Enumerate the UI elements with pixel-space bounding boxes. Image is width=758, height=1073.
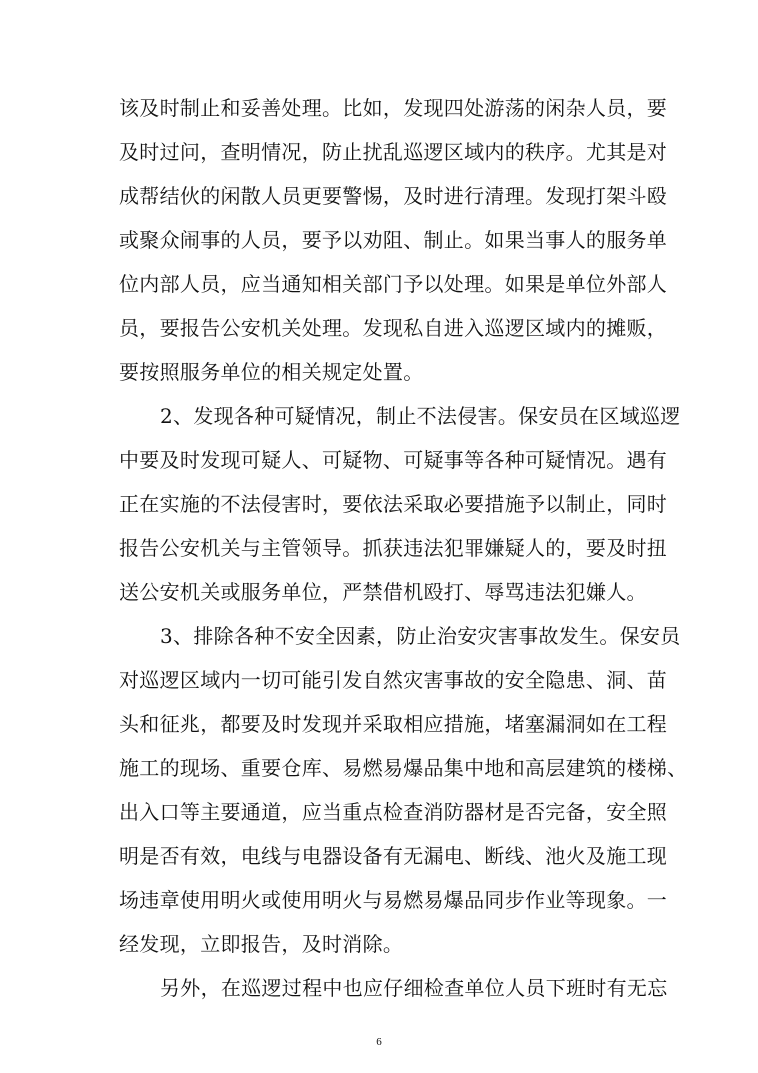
text-line-7: 要按照服务单位的相关规定处置。 — [119, 360, 424, 384]
text-line-4: 或聚众闹事的人员，要予以劝阻、制止。如果当事人的服务单 — [119, 228, 668, 252]
text-line-11: 报告公安机关与主管领导。抓获违法犯罪嫌疑人的，要及时扭 — [119, 536, 668, 560]
text-line-19: 场违章使用明火或使用明火与易燃易爆品同步作业等现象。一 — [119, 888, 668, 912]
text-line-8: 2、发现各种可疑情况，制止不法侵害。保安员在区域巡逻 — [160, 404, 681, 428]
text-line-16: 施工的现场、重要仓库、易燃易爆品集中地和高层建筑的楼梯、 — [119, 756, 688, 780]
text-line-15: 头和征兆，都要及时发现并采取相应措施，堵塞漏洞如在工程 — [119, 712, 668, 736]
page-number: 6 — [376, 1036, 382, 1048]
text-line-3: 成帮结伙的闲散人员更要警惕，及时进行清理。发现打架斗殴 — [119, 184, 668, 208]
text-line-9: 中要及时发现可疑人、可疑物、可疑事等各种可疑情况。遇有 — [119, 448, 668, 472]
text-line-10: 正在实施的不法侵害时，要依法采取必要措施予以制止，同时 — [119, 492, 668, 516]
text-line-17: 出入口等主要通道，应当重点检查消防器材是否完备，安全照 — [119, 800, 668, 824]
text-line-5: 位内部人员，应当通知相关部门予以处理。如果是单位外部人 — [119, 272, 668, 296]
text-line-12: 送公安机关或服务单位，严禁借机殴打、辱骂违法犯嫌人。 — [119, 580, 647, 604]
text-line-6: 员，要报告公安机关处理。发现私自进入巡逻区域内的摊贩， — [119, 316, 668, 340]
text-line-13: 3、排除各种不安全因素，防止治安灾害事故发生。保安员 — [160, 624, 681, 648]
text-line-20: 经发现，立即报告，及时消除。 — [119, 932, 404, 956]
text-line-1: 该及时制止和妥善处理。比如，发现四处游荡的闲杂人员，要 — [119, 96, 668, 120]
text-line-21: 另外，在巡逻过程中也应仔细检查单位人员下班时有无忘 — [160, 976, 668, 1000]
text-line-18: 明是否有效，电线与电器设备有无漏电、断线、池火及施工现 — [119, 844, 668, 868]
text-line-14: 对巡逻区域内一切可能引发自然灾害事故的安全隐患、洞、苗 — [119, 668, 668, 692]
text-line-2: 及时过问，查明情况，防止扰乱巡逻区域内的秩序。尤其是对 — [119, 140, 668, 164]
